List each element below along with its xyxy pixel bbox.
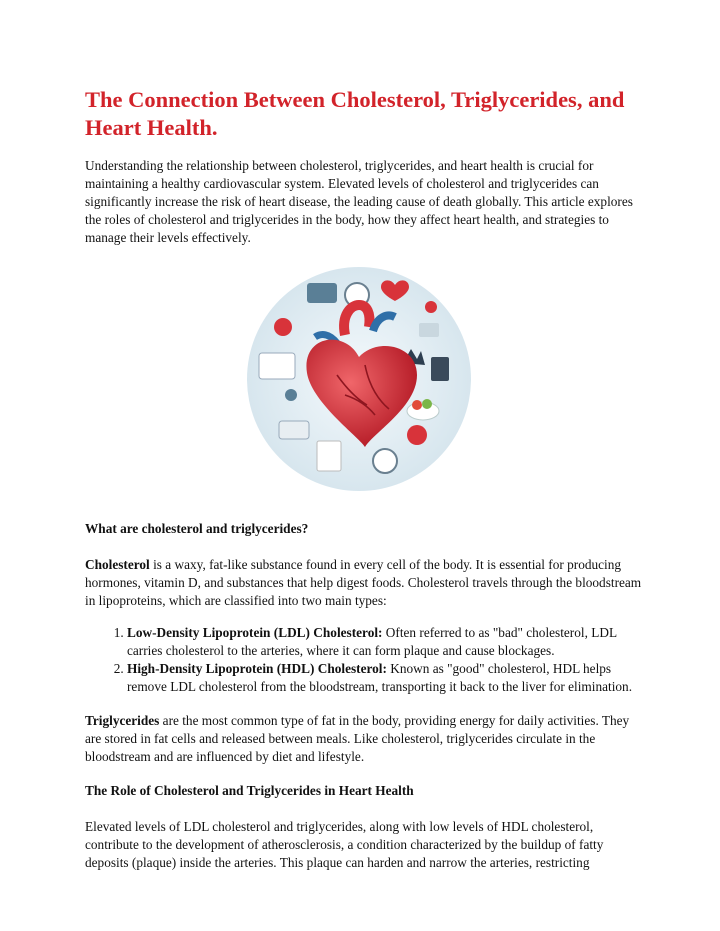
prescription-icon xyxy=(317,441,341,471)
triglycerides-text: are the most common type of fat in the body, providing energy for daily activities. They are stored in fat cells and released between meals. Like cholesterol, triglycerides circulate in the bloodstream and are influenced by diet and lifestyle. xyxy=(85,713,630,764)
ldl-term: Low-Density Lipoprotein (LDL) Cholesterol: xyxy=(127,625,383,640)
hdl-term: High-Density Lipoprotein (HDL) Cholesterol: xyxy=(127,661,387,676)
atherosclerosis-paragraph: Elevated levels of LDL cholesterol and triglycerides, along with low levels of HDL cholesterol, contribute to the development of atherosclerosis, a condition characterized by the buildup of fatty deposits (plaque) inside the arteries. This plaque can harden and narrow the arteries, restricting xyxy=(85,819,604,870)
treadmill-icon xyxy=(431,357,449,381)
document-page xyxy=(85,86,645,872)
cholesterol-term: Cholesterol xyxy=(85,557,150,572)
cholesterol-paragraph xyxy=(85,556,645,610)
ldl-text: Often referred to as "bad" cholesterol, LDL carries cholesterol to the arteries, where it can form plaque and cause blockages. xyxy=(127,625,617,658)
cholesterol-text: is a waxy, fat-like substance found in every cell of the body. It is essential for producing hormones, vitamin D, and substances that help digest foods. Cholesterol travels through the bloodstream in lipoproteins, which are classified into two main types: xyxy=(85,557,642,608)
section-heading-what-are: What are cholesterol and triglycerides? xyxy=(85,521,309,536)
fruit-icon xyxy=(412,400,422,410)
article-title: The Connection Between Cholesterol, Triglycerides, and Heart Health. xyxy=(85,87,625,140)
scale-icon xyxy=(419,323,439,337)
hdl-text: Known as "good" cholesterol, HDL helps remove LDL cholesterol from the bloodstream, transporting it back to the liver for elimination. xyxy=(127,661,633,694)
section-heading-role: The Role of Cholesterol and Triglycerides in Heart Health xyxy=(85,783,414,798)
triglycerides-term: Triglycerides xyxy=(85,713,160,728)
pepper-icon xyxy=(274,318,292,336)
berry-icon xyxy=(425,301,437,313)
intro-paragraph: Understanding the relationship between cholesterol, triglycerides, and heart health is crucial for maintaining a healthy cardiovascular system. Elevated levels of cholesterol and triglycerides can significantly increase the risk of heart disease, the leading cause of death globally. This article explores the roles of cholesterol and triglycerides in the body, how they affect heart health, and strategies to manage their levels effectively. xyxy=(85,158,633,245)
clock-icon xyxy=(373,449,397,473)
capsule-icon xyxy=(285,389,297,401)
triglycerides-paragraph xyxy=(85,712,645,766)
lipoprotein-list xyxy=(85,624,645,696)
heart-health-illustration-icon xyxy=(245,265,473,493)
illustration-svg xyxy=(245,265,473,493)
report-icon xyxy=(259,353,295,379)
bp-monitor-icon xyxy=(279,421,309,439)
monitor-icon xyxy=(307,283,337,303)
list-item xyxy=(127,660,645,696)
list-item xyxy=(127,624,645,660)
fruit-icon xyxy=(422,399,432,409)
grapefruit-icon xyxy=(407,425,427,445)
